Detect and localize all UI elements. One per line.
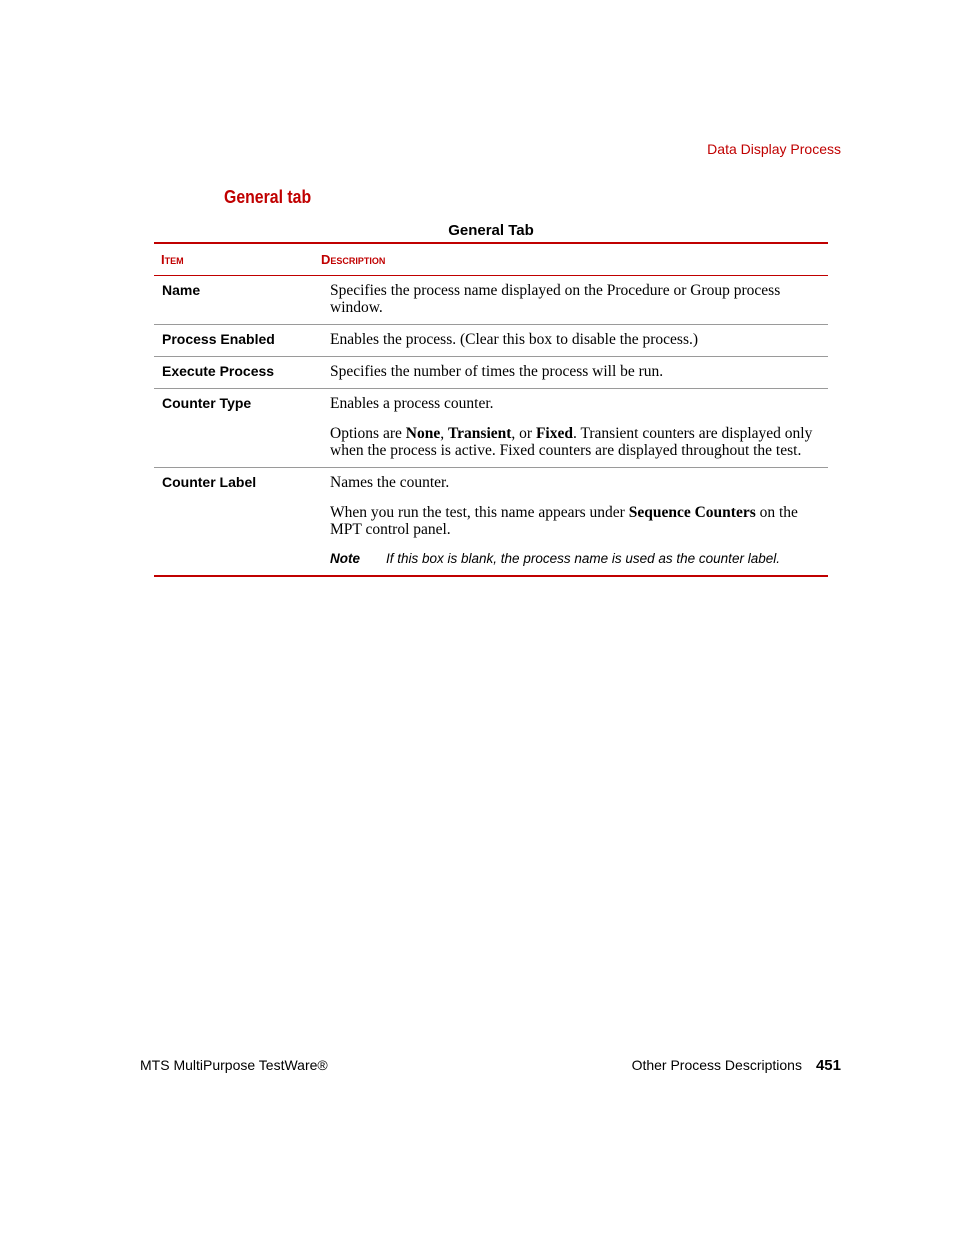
item-cell: Counter Label: [162, 474, 257, 490]
table-row: [154, 389, 828, 468]
sequence-counters-term: Sequence Counters: [628, 504, 756, 521]
option-fixed: Fixed: [535, 425, 573, 442]
footer-right: [632, 1057, 841, 1074]
note-text: If this box is blank, the process name is used as the counter label.: [386, 551, 780, 566]
table-caption: General Tab: [448, 222, 534, 239]
description-text: Specifies the number of times the process will be run.: [330, 363, 664, 380]
table-header: [154, 243, 828, 276]
page-number: 451: [815, 1057, 841, 1074]
description-text: Names the counter.: [330, 474, 450, 491]
table-header-row: [154, 243, 828, 276]
note-label: Note: [330, 551, 360, 566]
general-tab-table: [154, 242, 828, 577]
description-text: Specifies the process name displayed on the Procedure or Group process window.: [330, 282, 781, 316]
options-text: Options are None, Transient, or Fixed. Transient counters are displayed only when the process is active. Fixed counters are displayed throughout the test.: [330, 425, 813, 459]
item-cell: Execute Process: [154, 357, 322, 389]
table-row: [154, 325, 828, 357]
description-cell: [322, 468, 828, 577]
description-text: Enables the process. (Clear this box to disable the process.): [330, 331, 699, 348]
option-none: None: [405, 425, 441, 442]
description-text: Enables a process counter.: [330, 395, 494, 412]
column-header-description: Description: [321, 251, 386, 267]
footer-chapter-title: Other Process Descriptions: [631, 1057, 802, 1073]
running-header: Data Display Process: [707, 141, 841, 157]
column-header-item: Item: [161, 251, 184, 267]
description-cell: [322, 357, 828, 389]
item-cell: Counter Type: [154, 389, 322, 468]
table-row: [154, 468, 828, 577]
description-cell: [322, 276, 828, 325]
table-row: [154, 276, 828, 325]
option-transient: Transient: [447, 425, 512, 442]
item-cell: Process Enabled: [154, 325, 322, 357]
section-title: General tab: [224, 187, 312, 207]
usage-text: When you run the test, this name appears under Sequence Counters on the MPT control panel.: [330, 504, 798, 538]
footer-product-name: MTS MultiPurpose TestWare®: [140, 1057, 328, 1073]
item-cell: Name: [154, 276, 322, 325]
description-cell: [322, 325, 828, 357]
table-row: [154, 357, 828, 389]
description-cell: [322, 389, 828, 468]
note: [330, 550, 820, 567]
